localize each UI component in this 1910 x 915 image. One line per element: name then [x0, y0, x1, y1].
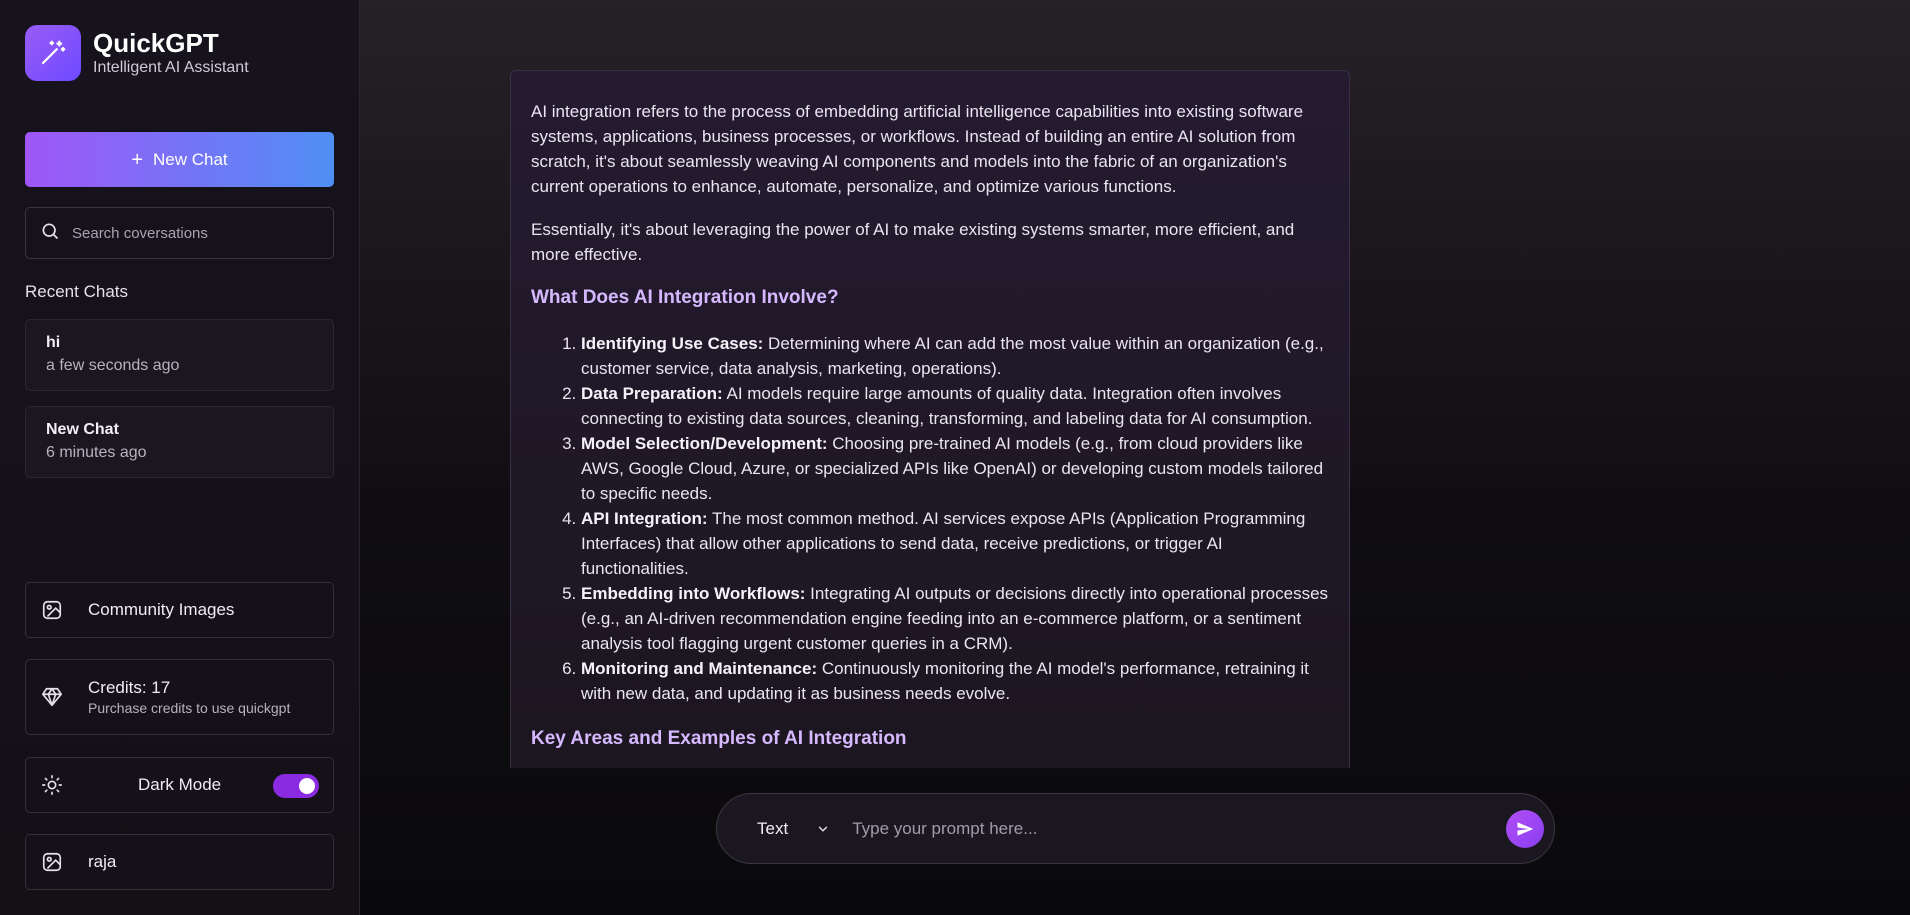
community-images-button[interactable]: [25, 582, 334, 638]
assistant-message: [510, 70, 1350, 768]
chevron-down-icon: [816, 822, 830, 836]
user-profile-button[interactable]: [25, 834, 334, 890]
prompt-input[interactable]: [852, 819, 1472, 839]
message-list: [581, 331, 1329, 706]
brand: [25, 25, 249, 81]
recent-chats-heading: Recent Chats: [25, 282, 128, 301]
credits-hint: Purchase credits to use quickgpt: [88, 700, 291, 716]
brand-title: QuickGPT: [93, 28, 219, 58]
community-images-label: Community Images: [88, 600, 235, 619]
new-chat-button[interactable]: [25, 132, 334, 187]
list-item: 3. Model Selection/Development: Choosing pre-trained AI models (e.g., from cloud providers like AWS, Google Cloud, Azure, or specialized APIs like OpenAI) or developing custom models tailored to specific needs.: [581, 431, 1329, 506]
list-item: 4. API Integration: The most common method. AI services expose APIs (Application Programming Interfaces) that allow other applications to send data, receive predictions, or trigger AI functionalities.: [581, 506, 1329, 581]
search-box[interactable]: [25, 207, 334, 259]
dark-mode-row: [25, 757, 334, 813]
avatar-icon: [40, 850, 64, 874]
toggle-knob: [299, 778, 315, 794]
plus-icon: +: [131, 148, 144, 171]
message-heading: What Does AI Integration Involve?: [531, 287, 839, 308]
mode-select-value: Text: [757, 818, 789, 838]
list-item: 5. Embedding into Workflows: Integrating AI outputs or decisions directly into operational processes (e.g., an AI-driven recommendation engine feeding into an e-commerce platform, or a sentiment analysis tool flagging urgent customer queries in a CRM).: [581, 581, 1329, 656]
mode-select[interactable]: [757, 819, 830, 839]
image-icon: [40, 598, 64, 622]
chat-time: 6 minutes ago: [46, 444, 147, 461]
credits-count: Credits: 17: [88, 678, 171, 697]
search-input[interactable]: [72, 225, 322, 242]
diamond-icon: [40, 685, 64, 709]
chat-time: a few seconds ago: [46, 357, 180, 374]
message-heading: Key Areas and Examples of AI Integration: [531, 728, 907, 749]
dark-mode-toggle[interactable]: [273, 774, 319, 798]
list-item: 1. Identifying Use Cases: Determining where AI can add the most value within an organization (e.g., customer service, data analysis, marketing, operations).: [581, 331, 1329, 381]
user-name: raja: [88, 852, 117, 871]
chat-item[interactable]: [25, 406, 334, 478]
dark-mode-label: Dark Mode: [138, 775, 222, 794]
chat-title: New Chat: [46, 421, 119, 438]
list-item: 6. Monitoring and Maintenance: Continuously monitoring the AI model's performance, retraining it with new data, and updating it as business needs evolve.: [581, 656, 1329, 706]
message-paragraph: AI integration refers to the process of embedding artificial intelligence capabilities into existing software systems, applications, business processes, or workflows. Instead of building an entire AI solution from scratch, it's about seamlessly weaving AI components and models into the fabric of an organization's current operations to enhance, automate, personalize, and optimize various functions.: [531, 102, 1304, 196]
chat-item[interactable]: [25, 319, 334, 391]
search-icon: [40, 221, 60, 246]
prompt-bar: [716, 793, 1555, 864]
sidebar: [0, 0, 360, 915]
list-item: 2. Data Preparation: AI models require large amounts of quality data. Integration often involves connecting to existing data sources, cleaning, transforming, and labeling data for AI consumption.: [581, 381, 1329, 431]
brand-subtitle: Intelligent AI Assistant: [93, 59, 249, 76]
send-icon: [1516, 820, 1534, 838]
credits-card[interactable]: [25, 659, 334, 735]
magic-wand-icon: [25, 25, 81, 81]
sun-icon: [40, 773, 64, 797]
message-paragraph: Essentially, it's about leveraging the power of AI to make existing systems smarter, more efficient, and more effective.: [531, 220, 1295, 264]
chat-area: [360, 0, 1910, 915]
chat-title: hi: [46, 334, 61, 351]
new-chat-label: New Chat: [153, 149, 228, 169]
send-button[interactable]: [1506, 810, 1544, 848]
